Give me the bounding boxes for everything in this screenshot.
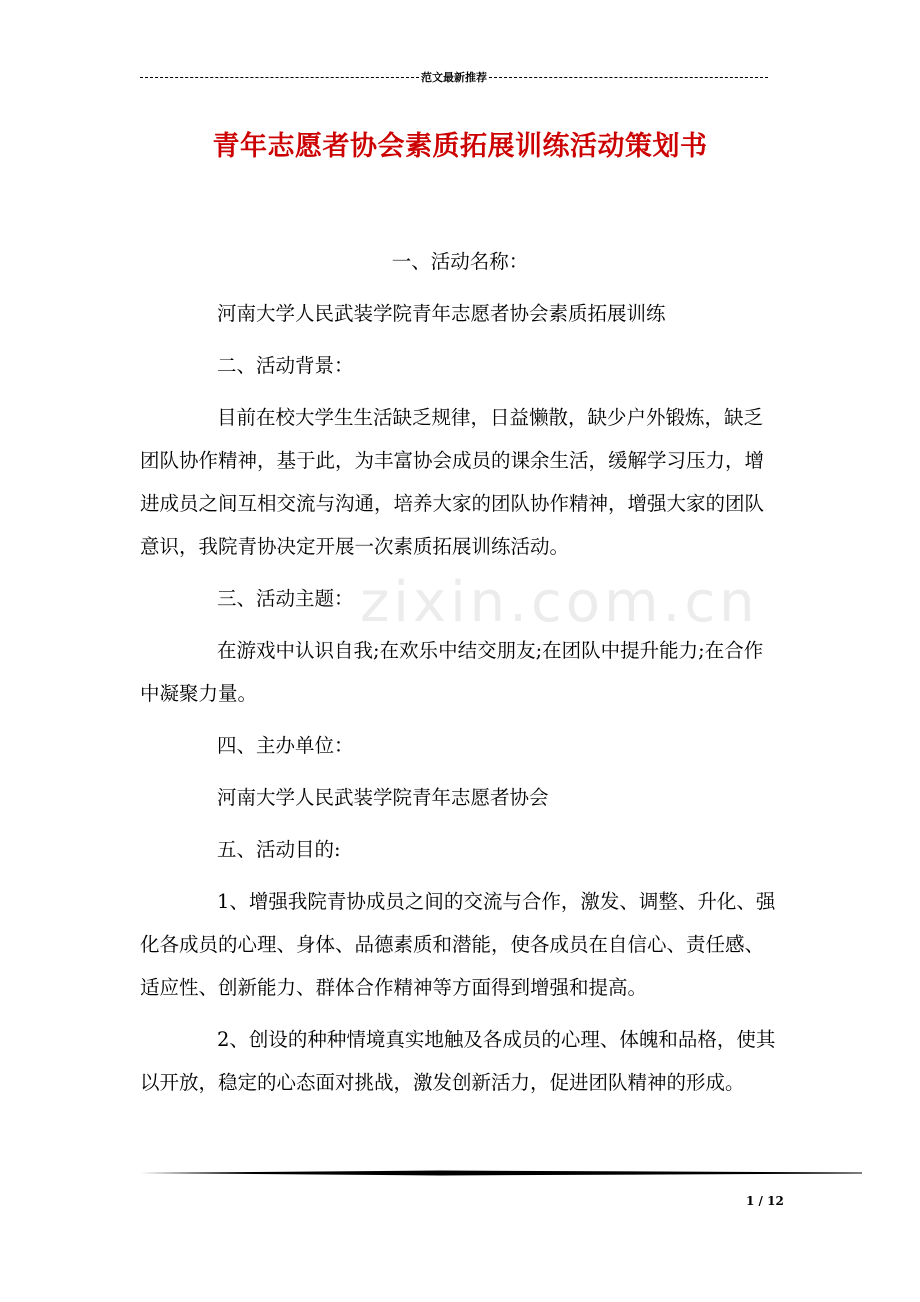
document-title: 青年志愿者协会素质拓展训练活动策划书 xyxy=(212,131,708,162)
header-dash-left xyxy=(140,77,419,78)
section-heading-theme: 三、活动主题： xyxy=(217,587,354,610)
page-header xyxy=(140,70,768,84)
watermark: zixin.com.cn xyxy=(360,570,759,635)
page-number: 1 / 12 xyxy=(746,1194,784,1208)
paragraph-activity-name: 河南大学人民武装学院青年志愿者协会素质拓展训练 xyxy=(217,302,666,325)
paragraph-organizer: 河南大学人民武装学院青年志愿者协会 xyxy=(217,786,549,809)
paragraph-purpose-2: 2、创设的种种情境真实地触及各成员的心理、体魄和品格，使其以开放，稳定的心态面对挑战，激发创新活力，促进团队精神的形成。 xyxy=(140,1028,776,1094)
section-heading-organizer: 四、主办单位： xyxy=(217,734,354,757)
paragraph-purpose-1: 1、增强我院青协成员之间的交流与合作，激发、调整、升化、强化各成员的心理、身体、品德素质和潜能，使各成员在自信心、责任感、适应性、创新能力、群体合作精神等方面得到增强和提高。 xyxy=(140,890,776,999)
document-body xyxy=(140,240,780,1113)
section-heading-name: 一、活动名称： xyxy=(391,250,529,273)
paragraph-theme: 在游戏中认识自我;在欢乐中结交朋友;在团队中提升能力;在合作中凝聚力量。 xyxy=(140,639,764,705)
header-dash-right xyxy=(489,77,768,78)
paragraph-background: 目前在校大学生生活缺乏规律，日益懒散，缺少户外锻炼，缺乏团队协作精神，基于此，为丰富协会成员的课余生活，缓解学习压力，增进成员之间互相交流与沟通，培养大家的团队协作精神，增强大家的团队意识，我院青协决定开展一次素质拓展训练活动。 xyxy=(140,406,765,558)
header-label: 范文最新推荐 xyxy=(421,71,487,84)
footer-rule xyxy=(140,1170,862,1176)
section-heading-background: 二、活动背景： xyxy=(217,354,354,377)
section-heading-purpose: 五、活动目的: xyxy=(217,838,341,861)
